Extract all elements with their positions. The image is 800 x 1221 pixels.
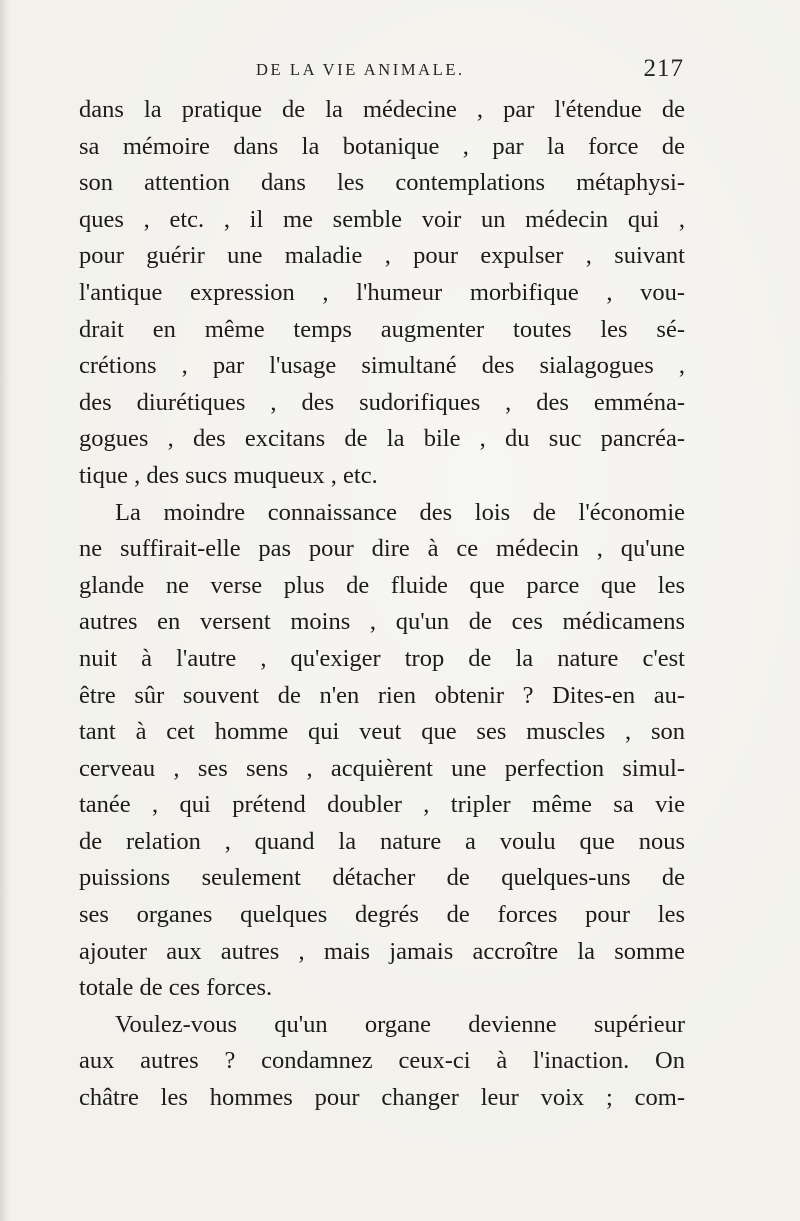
text-line: crétions , par l'usage simultané des sialagogues ,	[79, 352, 685, 380]
text-line: puissions seulement détacher de quelques-uns de	[79, 864, 685, 892]
text-line: nuit à l'autre , qu'exiger trop de la nature c'est	[79, 644, 685, 672]
text-line: gogues , des excitans de la bile , du suc pancréa-	[79, 425, 685, 453]
text-line: dans la pratique de la médecine , par l'étendue de	[79, 96, 685, 123]
running-title: DE LA VIE ANIMALE.	[256, 60, 465, 79]
body-text	[79, 92, 685, 1117]
text-line: pour guérir une maladie , pour expulser , suivant	[79, 242, 685, 270]
text-line: cerveau , ses sens , acquièrent une perfection simul-	[79, 754, 685, 782]
text-line: La moindre connaissance des lois de l'économie	[115, 498, 685, 526]
text-line: tique , des sucs muqueux , etc.	[79, 461, 378, 489]
text-line: ne suffirait-elle pas pour dire à ce médecin , qu'une	[79, 535, 685, 563]
text-line: ajouter aux autres , mais jamais accroître la somme	[79, 937, 685, 965]
text-line: tant à cet homme qui veut que ses muscles , son	[79, 718, 685, 746]
page-edge-shadow	[0, 0, 10, 1221]
text-line: être sûr souvent de n'en rien obtenir ? Dites-en au-	[79, 681, 685, 709]
text-line: drait en même temps augmenter toutes les sé-	[79, 315, 685, 343]
text-line: totale de ces forces.	[79, 974, 273, 1002]
text-line: son attention dans les contemplations métaphysi-	[79, 169, 685, 197]
text-line: Voulez-vous qu'un organe devienne supérieur	[115, 1010, 685, 1038]
page-number: 217	[643, 55, 684, 82]
text-line: autres en versent moins , qu'un de ces médicamens	[79, 608, 685, 636]
text-line: ses organes quelques degrés de forces pour les	[79, 901, 685, 929]
text-line: glande ne verse plus de fluide que parce que les	[79, 571, 685, 599]
text-line: des diurétiques , des sudorifiques , des emména-	[79, 388, 685, 416]
text-line: l'antique expression , l'humeur morbifique , vou-	[79, 278, 685, 306]
running-head	[80, 55, 684, 88]
text-line: de relation , quand la nature a voulu que nous	[79, 827, 685, 855]
text-line: aux autres ? condamnez ceux-ci à l'inaction. On	[79, 1047, 685, 1075]
text-line: châtre les hommes pour changer leur voix ; com-	[79, 1084, 685, 1112]
text-line: ques , etc. , il me semble voir un médecin qui ,	[79, 205, 685, 233]
text-line: sa mémoire dans la botanique , par la force de	[79, 132, 685, 160]
text-line: tanée , qui prétend doubler , tripler même sa vie	[79, 791, 685, 819]
